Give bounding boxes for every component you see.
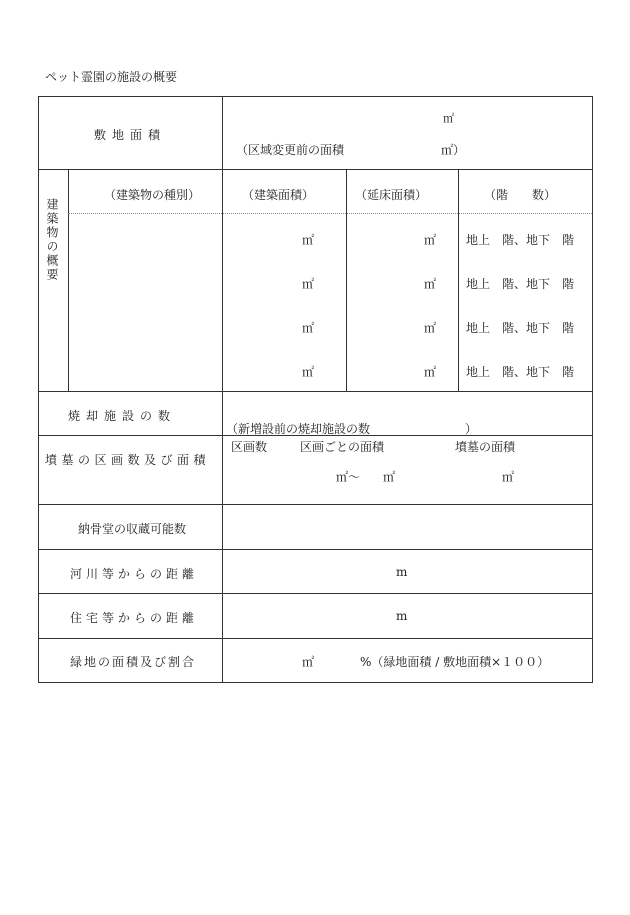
building-col-divider-2 <box>458 169 459 392</box>
graves-range-to: ㎡ <box>383 470 396 484</box>
table-bottom-border <box>38 682 593 683</box>
building-header-dotted-line <box>68 213 592 214</box>
table-top-border <box>38 96 593 97</box>
floors-value: 地上 階、地下 階 <box>466 365 575 379</box>
graves-col-count: 区画数 <box>231 440 268 454</box>
table-right-border <box>592 96 593 683</box>
floor-area-unit: ㎡ <box>424 321 437 335</box>
river-distance-unit: m <box>396 565 408 579</box>
building-col-divider-1 <box>346 169 347 392</box>
row-sep-2 <box>38 391 593 392</box>
house-distance-label: 住宅等からの距離 <box>70 611 199 625</box>
graves-total-unit: ㎡ <box>502 470 515 484</box>
buildings-header-floors: （階 数） <box>484 188 557 202</box>
buildings-header-kind: （建築物の種別） <box>104 188 201 202</box>
row-sep-6 <box>38 593 593 594</box>
graves-col-total: 墳墓の面積 <box>455 440 516 454</box>
buildings-header-building-area: （建築面積） <box>242 188 315 202</box>
green-area-label: 緑地の面積及び割合 <box>70 655 197 669</box>
site-area-unit: ㎡ <box>443 112 454 125</box>
incinerators-note: （新増設前の焼却施設の数 <box>226 422 371 436</box>
row-sep-1 <box>38 169 593 170</box>
building-area-unit: ㎡ <box>302 277 315 291</box>
row-sep-4 <box>38 504 593 505</box>
floor-area-unit: ㎡ <box>424 277 437 291</box>
river-distance-label: 河川等からの距離 <box>70 567 199 581</box>
label-divider <box>222 96 223 683</box>
site-area-label: 敷地面積 <box>94 128 167 142</box>
floors-value: 地上 階、地下 階 <box>466 233 575 247</box>
buildings-section-label: 建築物の概要 <box>45 198 59 282</box>
floors-value: 地上 階、地下 階 <box>466 321 575 335</box>
ossuary-label: 納骨堂の収蔵可能数 <box>78 522 187 536</box>
green-area-unit: ㎡ <box>302 655 315 669</box>
building-area-unit: ㎡ <box>302 365 315 379</box>
graves-label: 墳墓の区画数及び面積 <box>45 453 211 467</box>
building-side-divider <box>68 169 69 392</box>
floor-area-unit: ㎡ <box>424 365 437 379</box>
page-title: ペット霊園の施設の概要 <box>45 70 178 84</box>
incinerators-label: 焼却施設の数 <box>68 409 177 423</box>
row-sep-7 <box>38 638 593 639</box>
house-distance-unit: m <box>396 609 408 623</box>
floors-value: 地上 階、地下 階 <box>466 277 575 291</box>
graves-range-from: ㎡～ <box>336 470 361 484</box>
floor-area-unit: ㎡ <box>424 233 437 247</box>
buildings-header-floor-area: （延床面積） <box>355 188 428 202</box>
site-area-before-change: （区域変更前の面積 <box>236 143 345 157</box>
row-sep-5 <box>38 549 593 550</box>
site-area-before-change-unit: ㎡） <box>441 143 466 157</box>
green-area-ratio: %（緑地面積 / 敷地面積×１００） <box>360 655 550 669</box>
graves-col-area-each: 区画ごとの面積 <box>300 440 385 454</box>
table-left-border <box>38 96 39 683</box>
building-area-unit: ㎡ <box>302 233 315 247</box>
building-area-unit: ㎡ <box>302 321 315 335</box>
incinerators-note-close: ） <box>465 422 478 436</box>
